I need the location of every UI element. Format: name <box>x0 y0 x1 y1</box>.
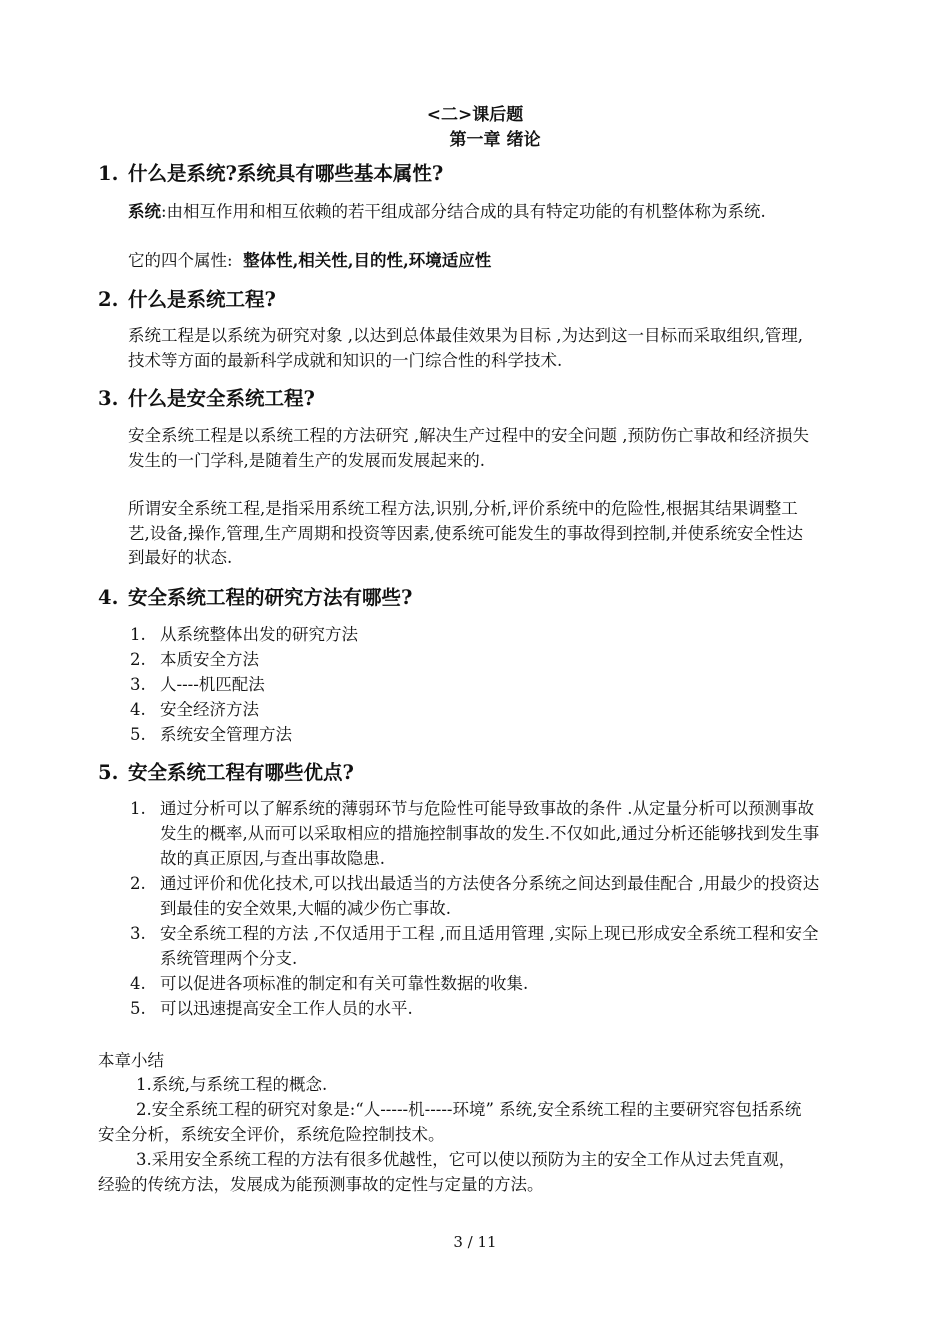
question-1-attributes <box>128 249 813 274</box>
list-item: 1. 通过分析可以了解系统的薄弱环节与危险性可能导致事故的条件 .从定量分析可以预测事故发生的概率,从而可以采取相应的措施控制事故的发生.不仅如此,通过分析还能够找到发生事故的真正原因,与查出事故隐患. <box>130 799 820 868</box>
question-number: 2. <box>98 288 119 311</box>
summary-point-3: 3.采用安全系统工程的方法有很多优越性，它可以使以预防为主的安全工作从过去凭直观，经验的传统方法，发展成为能预测事故的定性与定量的方法。 <box>98 1150 796 1194</box>
term: 系统 <box>128 202 161 221</box>
question-number: 3. <box>98 387 119 410</box>
question-number: 5. <box>98 761 119 784</box>
question-text: 什么是系统工程? <box>128 288 276 311</box>
list-item: 4. 安全经济方法 <box>130 700 259 719</box>
list-item: 2. 本质安全方法 <box>130 650 259 669</box>
page-indicator: 3 / 11 <box>453 1233 497 1251</box>
list-item: 5. 可以迅速提高安全工作人员的水平. <box>130 999 413 1018</box>
summary-title: 本章小结 <box>98 1051 164 1070</box>
question-4-heading <box>98 582 412 610</box>
chapter-title: 第一章 绪论 <box>449 130 541 150</box>
question-text: 安全系统工程有哪些优点? <box>128 761 354 784</box>
question-2-heading <box>98 284 276 312</box>
question-text: 安全系统工程的研究方法有哪些? <box>128 586 413 609</box>
list-item: 4. 可以促进各项标准的制定和有关可靠性数据的收集. <box>130 974 529 993</box>
definition: :由相互作用和相互依赖的若干组成部分结合成的具有特定功能的有机整体称为系统. <box>161 202 766 221</box>
question-3-answer-2: 所谓安全系统工程,是指采用系统工程方法,识别,分析,评价系统中的危险性,根据其结果调整工艺,设备,操作,管理,生产周期和投资等因素,使系统可能发生的事故得到控制,并使系统安全性达到最好的状态. <box>128 499 803 567</box>
question-3-heading <box>98 383 315 411</box>
question-5-heading <box>98 757 354 785</box>
attributes-values: 整体性,相关性,目的性,环境适应性 <box>243 251 492 270</box>
research-methods-list <box>130 622 820 747</box>
list-item: 3. 安全系统工程的方法 ,不仅适用于工程 ,而且适用管理 ,实际上现已形成安全系统工程和安全系统管理两个分支. <box>130 924 819 968</box>
question-number: 1. <box>98 162 119 185</box>
question-3-answer-1: 安全系统工程是以系统工程的方法研究 ,解决生产过程中的安全问题 ,预防伤亡事故和经济损失发生的一门学科,是随着生产的发展而发展起来的. <box>128 426 809 470</box>
list-item: 5. 系统安全管理方法 <box>130 725 292 744</box>
list-item: 3. 人----机匹配法 <box>130 675 265 694</box>
question-text: 什么是安全系统工程? <box>128 387 315 410</box>
question-text: 什么是系统?系统具有哪些基本属性? <box>128 162 444 185</box>
question-number: 4. <box>98 586 119 609</box>
attributes-label: 它的四个属性: <box>128 251 244 270</box>
summary-point-1: 1.系统,与系统工程的概念. <box>136 1075 328 1094</box>
question-2-answer: 系统工程是以系统为研究对象 ,以达到总体最佳效果为目标 ,为达到这一目标而采取组织,管理,技术等方面的最新科学成就和知识的一门综合性的科学技术. <box>128 326 803 370</box>
list-item: 2. 通过评价和优化技术,可以找出最适当的方法使各分系统之间达到最佳配合 ,用最少的投资达到最佳的安全效果,大幅的减少伤亡事故. <box>130 874 820 918</box>
question-1-heading <box>98 158 443 186</box>
part-title: <二>课后题 <box>426 105 524 125</box>
advantages-list <box>130 796 820 1021</box>
list-item: 1. 从系统整体出发的研究方法 <box>130 625 358 644</box>
question-1-answer <box>128 200 813 225</box>
summary-point-2: 2.安全系统工程的研究对象是:“人-----机-----环境” 系统,安全系统工程的主要研究容包括系统安全分析，系统安全评价，系统危险控制技术。 <box>98 1100 802 1144</box>
